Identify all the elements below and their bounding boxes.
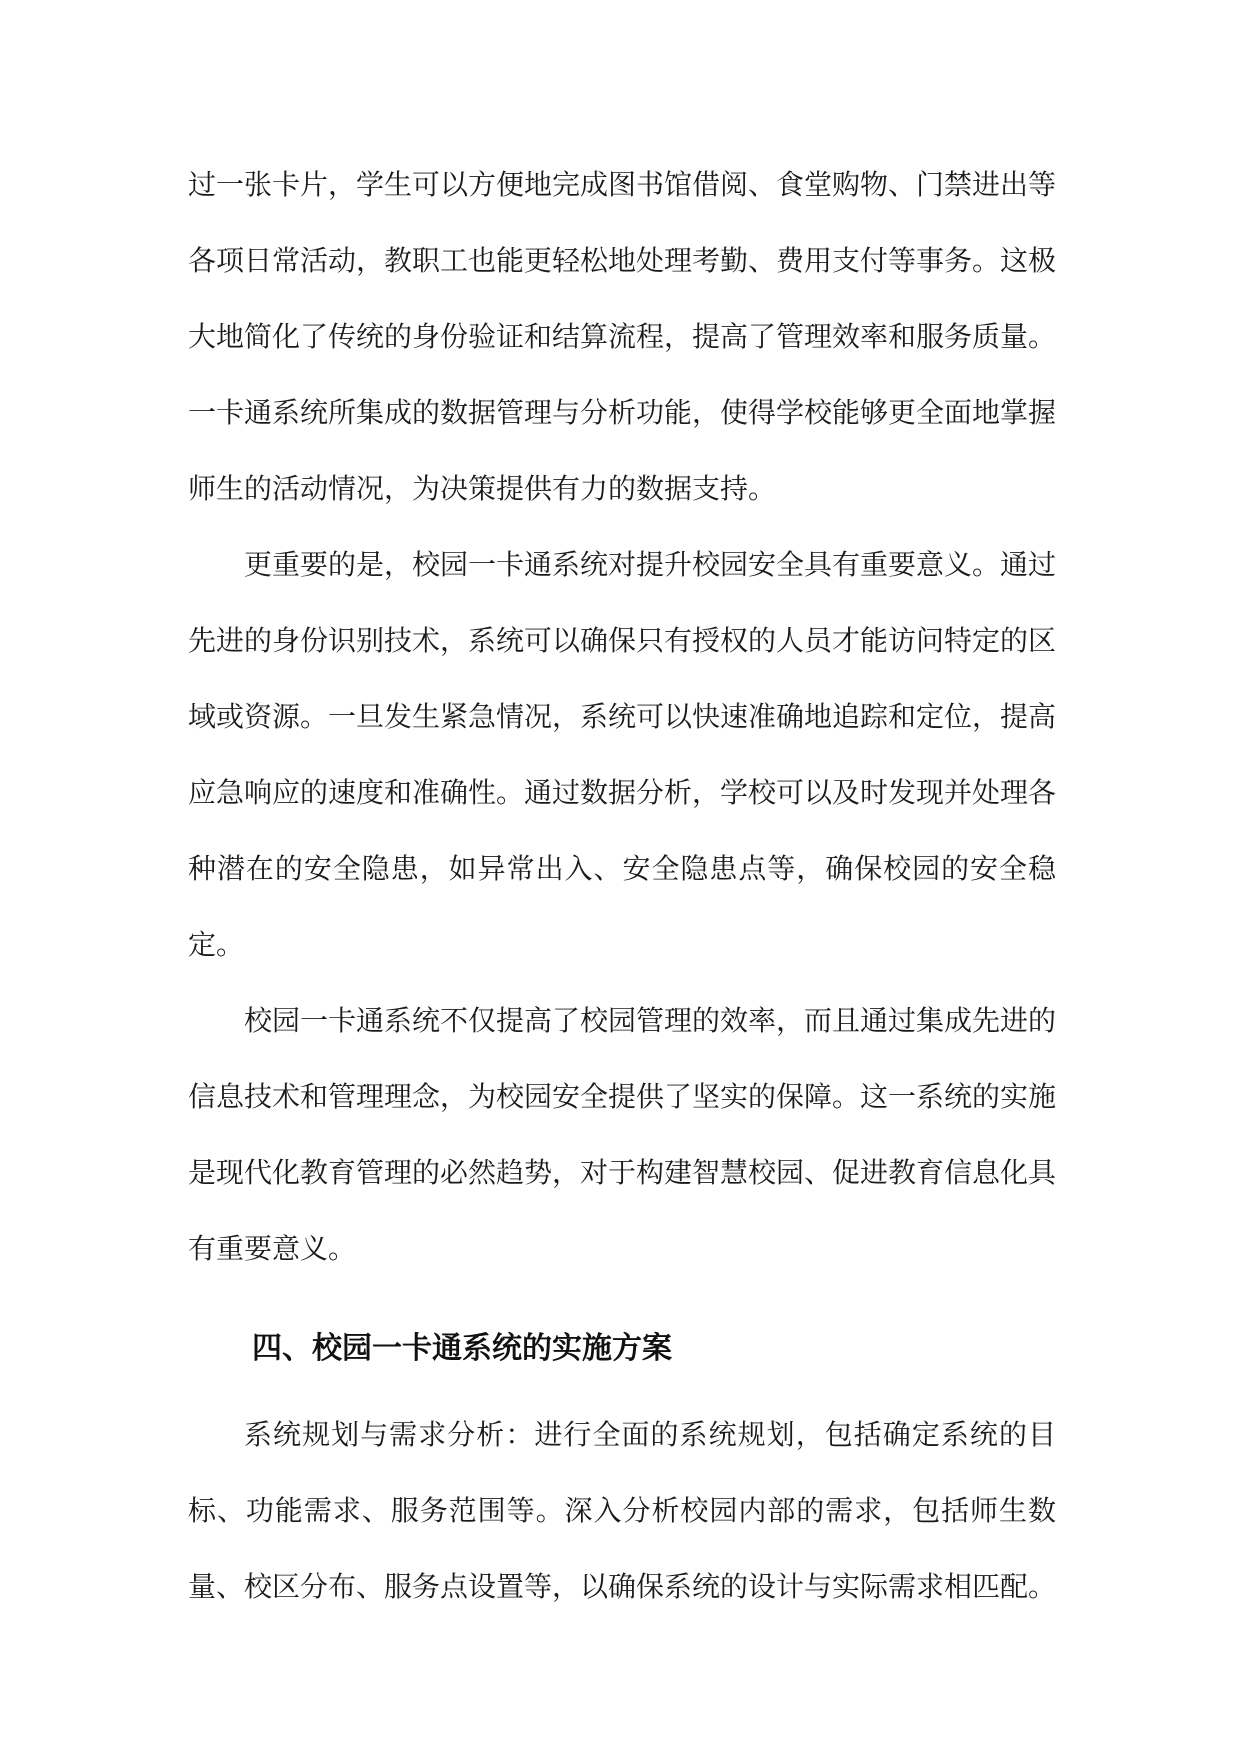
paragraph-continuation: 过一张卡片，学生可以方便地完成图书馆借阅、食堂购物、门禁进出等各项日常活动，教职工也能更轻松地处理考勤、费用支付等事务。这极大地简化了传统的身份验证和结算流程，提高了管理效率和服务质量。一卡通系统所集成的数据管理与分析功能，使得学校能够更全面地掌握师生的活动情况，为决策提供有力的数据支持。: [188, 168, 1057, 505]
paragraph-planning: 系统规划与需求分析：进行全面的系统规划，包括确定系统的目标、功能需求、服务范围等。深入分析校园内部的需求，包括师生数量、校区分布、服务点设置等，以确保系统的设计与实际需求相匹配。: [188, 1418, 1057, 1603]
section-heading: 四、校园一卡通系统的实施方案: [252, 1331, 672, 1366]
paragraph-summary: 校园一卡通系统不仅提高了校园管理的效率，而且通过集成先进的信息技术和管理理念，为校园安全提供了坚实的保障。这一系统的实施是现代化教育管理的必然趋势，对于构建智慧校园、促进教育信息化具有重要意义。: [188, 1004, 1057, 1265]
document-body: [188, 147, 1056, 1625]
paragraph-campus-safety: 更重要的是，校园一卡通系统对提升校园安全具有重要意义。通过先进的身份识别技术，系统可以确保只有授权的人员才能访问特定的区域或资源。一旦发生紧急情况，系统可以快速准确地追踪和定位，提高应急响应的速度和准确性。通过数据分析，学校可以及时发现并处理各种潜在的安全隐患，如异常出入、安全隐患点等，确保校园的安全稳定。: [188, 548, 1057, 961]
